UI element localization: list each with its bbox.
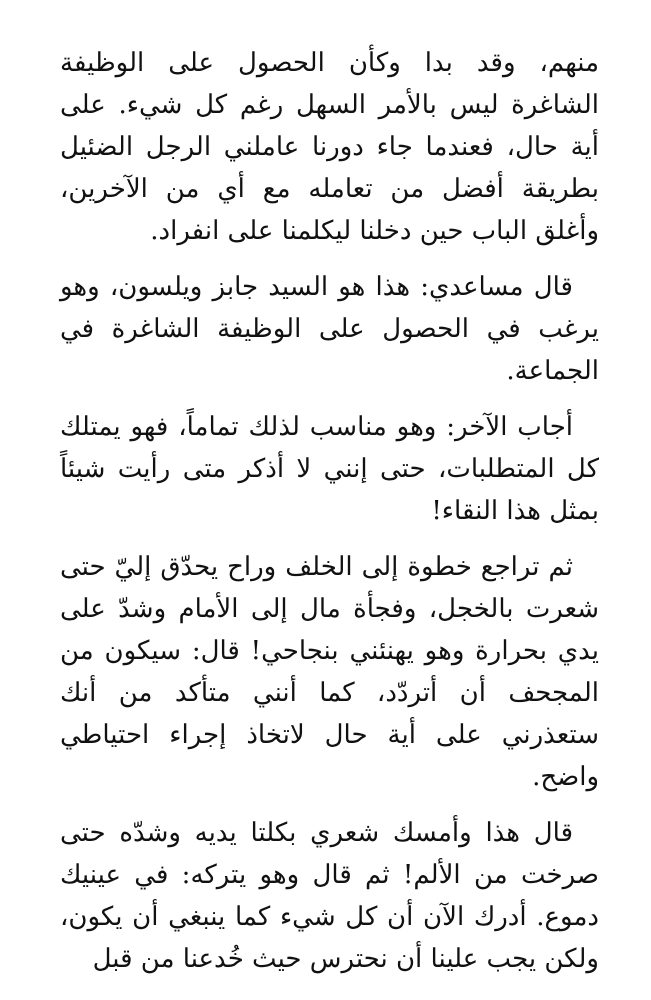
- paragraph-1: منهم، وقد بدا وكأن الحصول على الوظيفة الشاغرة ليس بالأمر السهل رغم كل شيء. على أية حال، فعندما جاء دورنا عاملني الرجل الضئيل بطريقة أفضل من تعامله مع أي من الآخرين، وأغلق الباب حين دخلنا ليكلمنا على انفراد.: [60, 48, 599, 246]
- paragraph-4: ثم تراجع خطوة إلى الخلف وراح يحدّق إليّ حتى شعرت بالخجل، وفجأة مال إلى الأمام وشدّ على يدي بحرارة وهو يهنئني بنجاحي! قال: سيكون من المجحف أن أتردّد، كما أنني متأكد من أنك ستعذرني على أية حال لاتخاذ إجراء احتياطي واضح.: [60, 552, 599, 792]
- paragraph-5: قال هذا وأمسك شعري بكلتا يديه وشدّه حتى صرخت من الألم! ثم قال وهو يتركه: في عينيك دموع. أدرك الآن أن كل شيء كما ينبغي أن يكون، ولكن يجب علينا أن نحترس حيث خُدعنا من قبل: [60, 818, 599, 974]
- book-page: [60, 42, 599, 980]
- paragraph-3: أجاب الآخر: وهو مناسب لذلك تماماً، فهو يمتلك كل المتطلبات، حتى إنني لا أذكر متى رأيت شيئاً بمثل هذا النقاء!: [60, 412, 599, 526]
- paragraph-2: قال مساعدي: هذا هو السيد جابز ويلسون، وهو يرغب في الحصول على الوظيفة الشاغرة في الجماعة.: [60, 272, 599, 386]
